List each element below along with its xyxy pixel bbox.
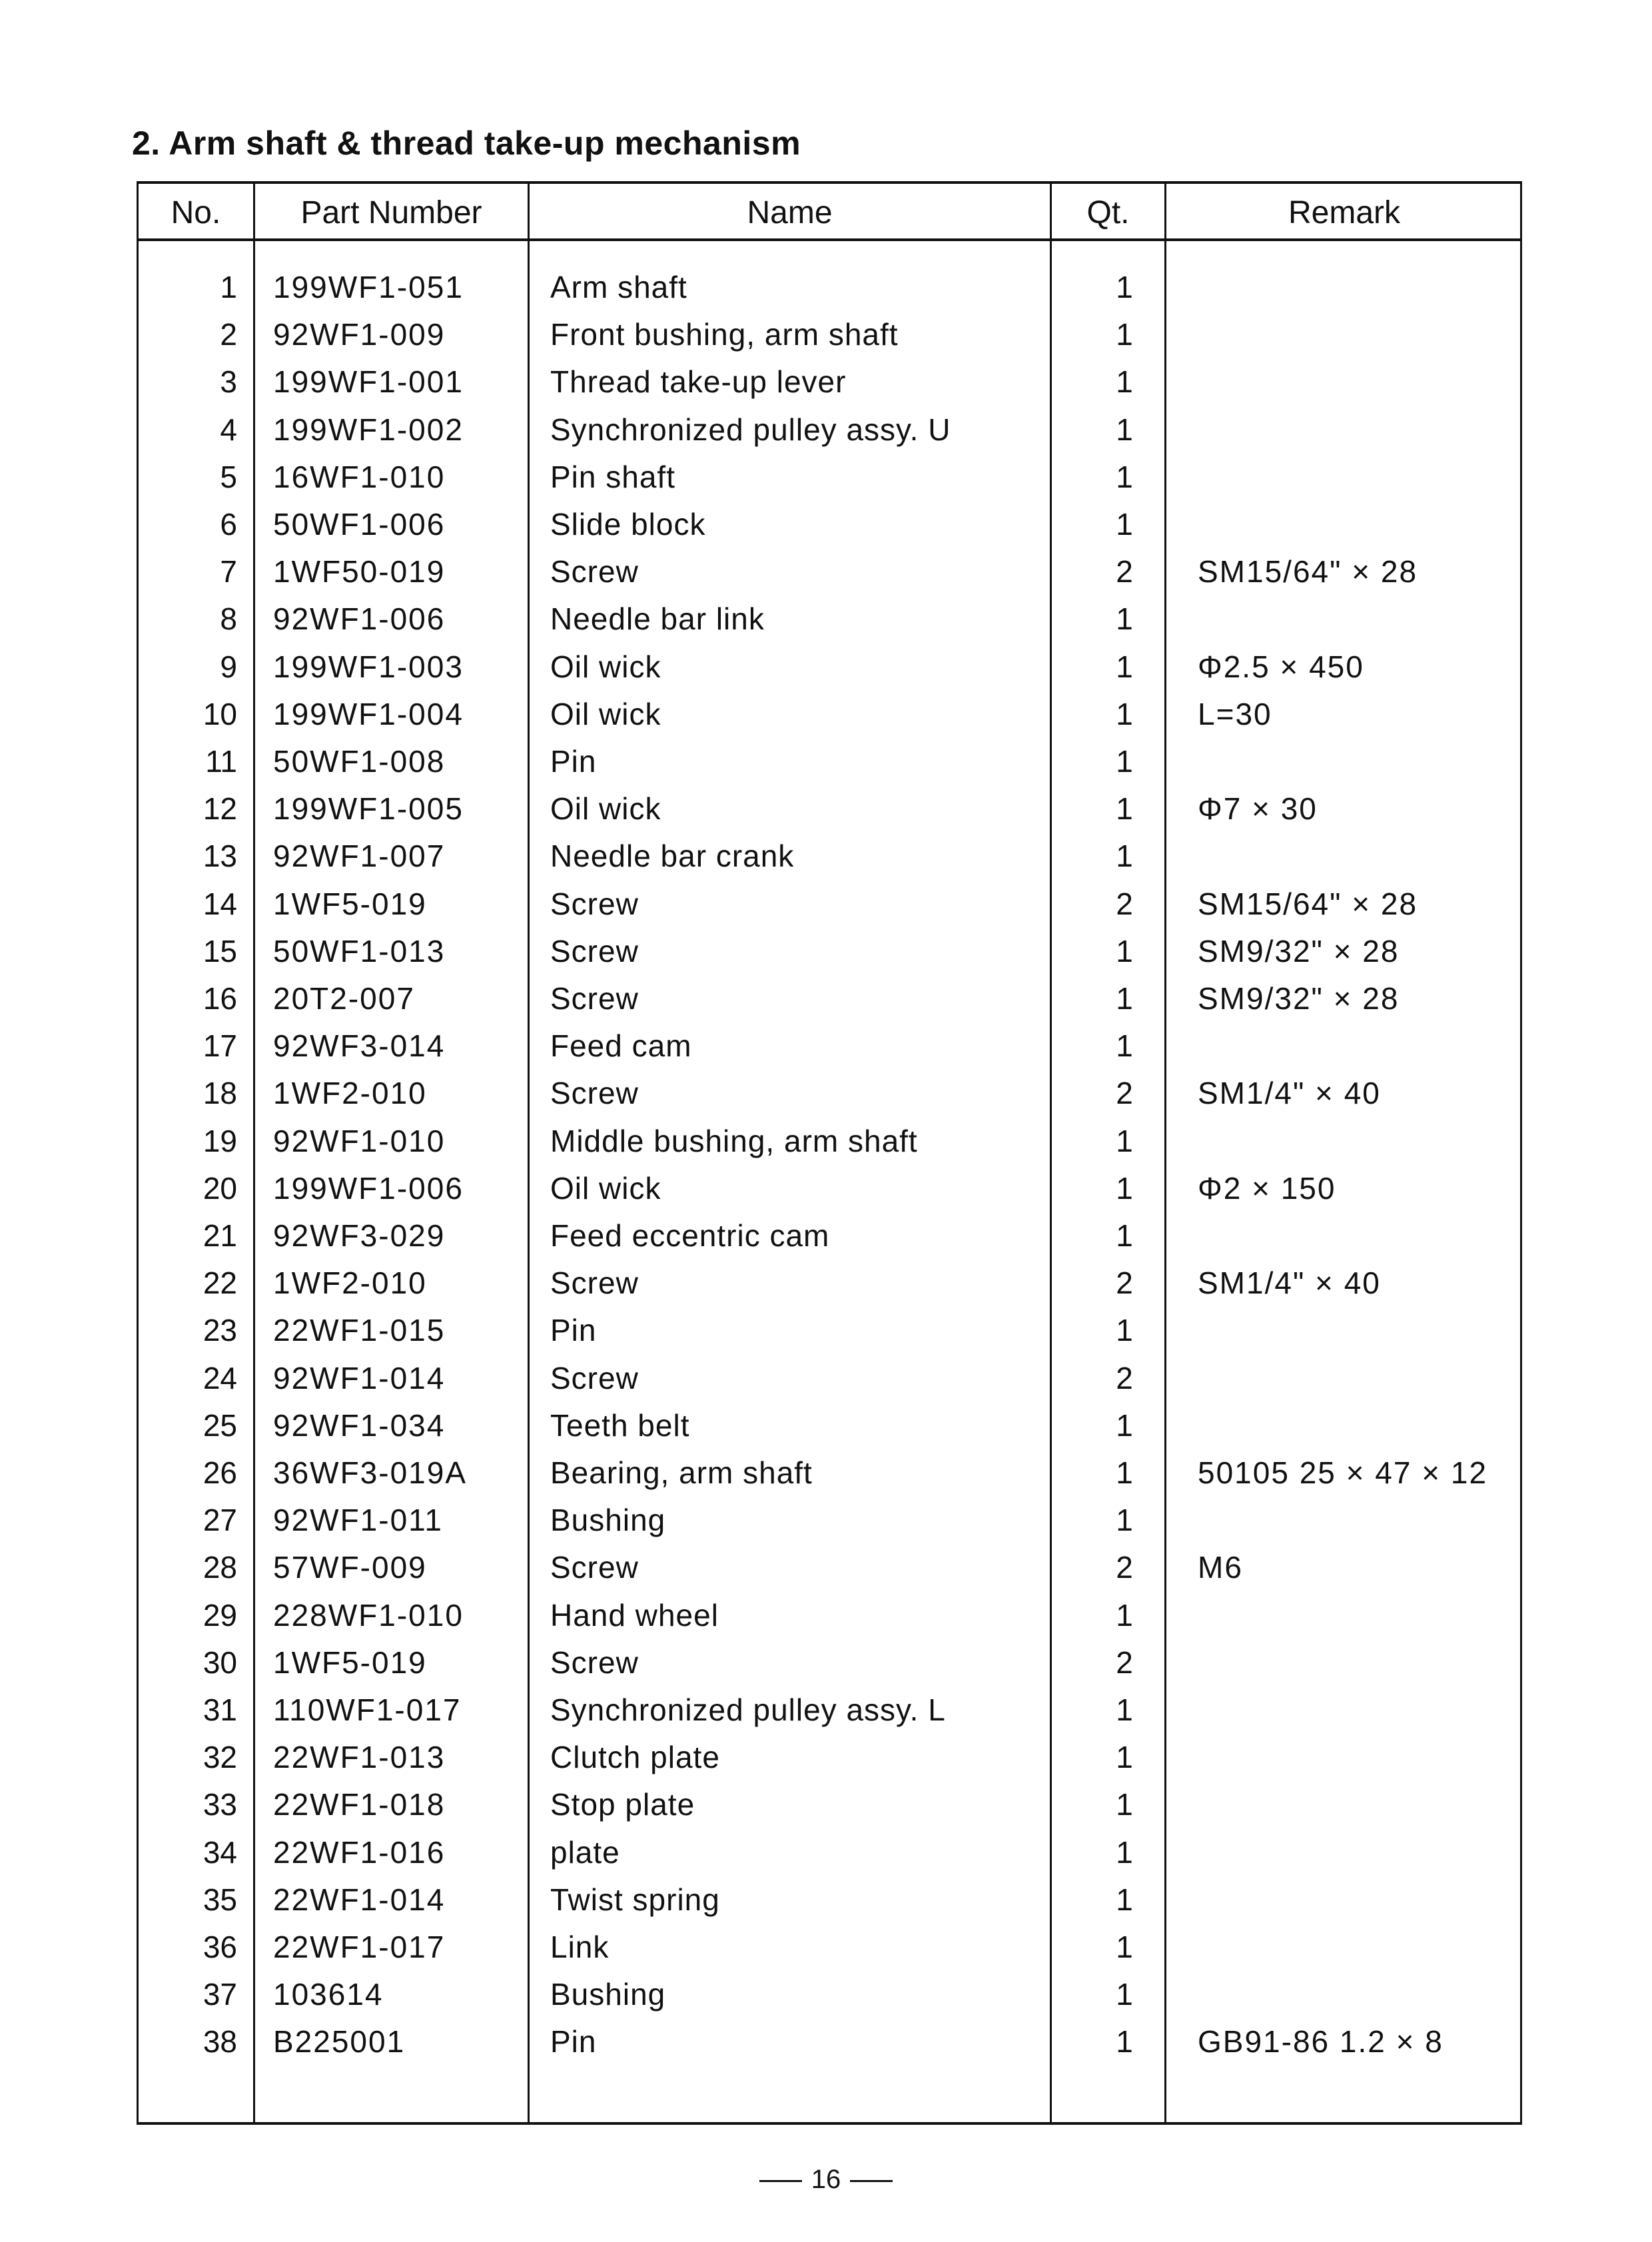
cell-part-number: 22WF1-017	[273, 1930, 446, 1964]
cell-no: 27	[203, 1503, 237, 1538]
cell-part-number: 92WF1-009	[273, 317, 446, 352]
cell-part-number: 22WF1-013	[273, 1740, 446, 1775]
cell-no: 36	[203, 1930, 237, 1964]
cell-name: Arm shaft	[550, 270, 687, 304]
cell-name: Synchronized pulley assy. L	[550, 1692, 946, 1727]
cell-part-number: 199WF1-003	[273, 649, 464, 684]
cell-name: Slide block	[550, 507, 706, 542]
table-row	[139, 886, 1520, 933]
cell-name: Stop plate	[550, 1787, 695, 1822]
table-row	[139, 601, 1520, 648]
table-row	[139, 980, 1520, 1028]
cell-no: 34	[203, 1834, 237, 1870]
cell-name: Screw	[550, 1266, 639, 1301]
cell-qt: 1	[1116, 1503, 1133, 1538]
cell-name: Oil wick	[550, 791, 661, 827]
cell-qt: 1	[1116, 1313, 1133, 1348]
cell-name: Screw	[550, 981, 639, 1016]
cell-qt: 2	[1116, 1645, 1133, 1680]
cell-remark: SM9/32" × 28	[1198, 933, 1400, 968]
cell-part-number: 199WF1-051	[273, 270, 464, 304]
table-row	[139, 316, 1520, 364]
cell-no: 33	[203, 1787, 237, 1822]
cell-no: 13	[203, 839, 237, 874]
header-name: Name	[747, 195, 833, 230]
cell-qt: 1	[1116, 1407, 1133, 1443]
cell-name: Screw	[550, 886, 639, 921]
cell-part-number: 199WF1-001	[273, 364, 464, 400]
cell-no: 20	[203, 1170, 237, 1206]
cell-no: 24	[203, 1360, 237, 1395]
footer-dash	[759, 2180, 802, 2182]
table-row	[139, 1265, 1520, 1312]
cell-name: Synchronized pulley assy. U	[550, 412, 951, 447]
cell-no: 19	[203, 1123, 237, 1158]
table-row	[139, 1597, 1520, 1645]
cell-part-number: 103614	[273, 1977, 384, 2012]
cell-name: Front bushing, arm shaft	[550, 317, 899, 352]
cell-no: 11	[205, 744, 237, 779]
table-row	[139, 838, 1520, 885]
cell-qt: 1	[1116, 601, 1133, 637]
cell-qt: 1	[1116, 981, 1133, 1016]
table-row	[139, 743, 1520, 791]
cell-name: Twist spring	[550, 1882, 720, 1917]
parts-table	[137, 181, 1522, 2125]
table-row	[139, 933, 1520, 980]
cell-qt: 1	[1116, 791, 1133, 827]
cell-no: 14	[203, 886, 237, 921]
table-row	[139, 459, 1520, 506]
table-row	[139, 1407, 1520, 1455]
cell-qt: 1	[1116, 1882, 1133, 1917]
cell-name: Bushing	[550, 1503, 666, 1538]
table-row	[139, 696, 1520, 743]
cell-name: plate	[550, 1834, 620, 1870]
table-row	[139, 1123, 1520, 1170]
cell-remark: SM15/64" × 28	[1198, 886, 1418, 921]
cell-qt: 1	[1116, 459, 1133, 494]
cell-name: Feed eccentric cam	[550, 1218, 830, 1253]
cell-name: Bushing	[550, 1977, 666, 2012]
cell-name: Pin	[550, 2024, 597, 2059]
table-row	[139, 1692, 1520, 1739]
cell-part-number: 57WF-009	[273, 1550, 427, 1585]
cell-part-number: 1WF2-010	[273, 1076, 427, 1111]
table-row	[139, 1976, 1520, 2024]
cell-name: Pin	[550, 744, 597, 779]
table-row	[139, 1502, 1520, 1549]
cell-no: 1	[220, 270, 237, 304]
cell-no: 22	[203, 1266, 237, 1301]
table-header	[139, 184, 1520, 238]
cell-name: Teeth belt	[550, 1407, 690, 1443]
header-qt: Qt.	[1086, 195, 1130, 230]
cell-remark: M6	[1198, 1550, 1243, 1585]
cell-part-number: 92WF1-011	[273, 1503, 443, 1538]
cell-name: Bearing, arm shaft	[550, 1455, 813, 1490]
header-remark: Remark	[1288, 195, 1401, 230]
cell-name: Screw	[550, 1076, 639, 1111]
cell-name: Feed cam	[550, 1028, 692, 1064]
cell-part-number: 199WF1-005	[273, 791, 464, 827]
header-no: No.	[171, 195, 221, 230]
cell-part-number: 92WF1-010	[273, 1123, 446, 1158]
cell-qt: 1	[1116, 1834, 1133, 1870]
cell-part-number: 50WF1-006	[273, 507, 446, 542]
cell-qt: 1	[1116, 1597, 1133, 1633]
cell-part-number: 92WF1-006	[273, 601, 446, 637]
cell-qt: 1	[1116, 1218, 1133, 1253]
cell-name: Hand wheel	[550, 1597, 719, 1633]
header-part-number: Part Number	[300, 195, 482, 230]
cell-name: Screw	[550, 1645, 639, 1680]
cell-no: 31	[203, 1692, 237, 1727]
cell-name: Pin	[550, 1313, 597, 1348]
cell-part-number: 199WF1-006	[273, 1170, 464, 1206]
table-row	[139, 2024, 1520, 2071]
cell-qt: 2	[1116, 886, 1133, 921]
cell-part-number: 22WF1-015	[273, 1313, 446, 1348]
table-row	[139, 791, 1520, 838]
table-row	[139, 1170, 1520, 1218]
cell-no: 10	[203, 696, 237, 731]
cell-no: 32	[203, 1740, 237, 1775]
cell-qt: 2	[1116, 1076, 1133, 1111]
table-row	[139, 1218, 1520, 1265]
table-row	[139, 1312, 1520, 1359]
table-row	[139, 1360, 1520, 1407]
cell-name: Oil wick	[550, 649, 661, 684]
cell-part-number: 20T2-007	[273, 981, 415, 1016]
cell-qt: 1	[1116, 696, 1133, 731]
cell-no: 28	[203, 1550, 237, 1585]
cell-part-number: 92WF1-014	[273, 1360, 446, 1395]
cell-name: Oil wick	[550, 1170, 661, 1206]
cell-part-number: 92WF1-034	[273, 1407, 446, 1443]
table-row	[139, 1645, 1520, 1692]
cell-part-number: 92WF3-029	[273, 1218, 446, 1253]
cell-qt: 1	[1116, 933, 1133, 968]
cell-name: Screw	[550, 1360, 639, 1395]
cell-no: 4	[220, 412, 237, 447]
table-row	[139, 554, 1520, 601]
cell-qt: 1	[1116, 412, 1133, 447]
table-row	[139, 1455, 1520, 1502]
cell-remark: SM1/4" × 40	[1198, 1266, 1381, 1301]
cell-no: 5	[220, 459, 237, 494]
cell-no: 7	[220, 554, 237, 589]
table-row	[139, 649, 1520, 696]
cell-remark: L=30	[1198, 696, 1272, 731]
cell-name: Screw	[550, 554, 639, 589]
cell-qt: 1	[1116, 1170, 1133, 1206]
cell-part-number: B225001	[273, 2024, 406, 2059]
cell-name: Clutch plate	[550, 1740, 720, 1775]
cell-name: Link	[550, 1930, 610, 1964]
cell-no: 15	[203, 933, 237, 968]
table-row	[139, 506, 1520, 554]
cell-qt: 1	[1116, 744, 1133, 779]
cell-part-number: 92WF3-014	[273, 1028, 446, 1064]
cell-no: 23	[203, 1313, 237, 1348]
cell-qt: 1	[1116, 649, 1133, 684]
cell-qt: 2	[1116, 554, 1133, 589]
cell-qt: 1	[1116, 1455, 1133, 1490]
cell-qt: 1	[1116, 507, 1133, 542]
cell-part-number: 228WF1-010	[273, 1597, 464, 1633]
cell-no: 37	[203, 1977, 237, 2012]
cell-remark: SM15/64" × 28	[1198, 554, 1418, 589]
cell-qt: 2	[1116, 1360, 1133, 1395]
cell-qt: 1	[1116, 1930, 1133, 1964]
cell-part-number: 1WF50-019	[273, 554, 446, 589]
table-row	[139, 1075, 1520, 1122]
cell-no: 8	[220, 601, 237, 637]
cell-name: Needle bar crank	[550, 839, 795, 874]
table-row	[139, 1786, 1520, 1834]
cell-part-number: 22WF1-014	[273, 1882, 446, 1917]
header-divider	[139, 238, 1520, 241]
cell-qt: 1	[1116, 2024, 1133, 2059]
cell-remark: Φ2.5 × 450	[1198, 649, 1364, 684]
page-footer	[0, 2165, 1652, 2195]
cell-remark: SM1/4" × 40	[1198, 1076, 1381, 1111]
cell-remark: SM9/32" × 28	[1198, 981, 1400, 1016]
cell-part-number: 1WF2-010	[273, 1266, 427, 1301]
cell-qt: 1	[1116, 839, 1133, 874]
cell-part-number: 1WF5-019	[273, 1645, 427, 1680]
cell-qt: 1	[1116, 1028, 1133, 1064]
table-row	[139, 1739, 1520, 1786]
cell-no: 35	[203, 1882, 237, 1917]
cell-part-number: 110WF1-017	[273, 1692, 462, 1727]
cell-part-number: 92WF1-007	[273, 839, 446, 874]
cell-no: 38	[203, 2024, 237, 2059]
page-number: 16	[811, 2165, 841, 2194]
cell-no: 9	[220, 649, 237, 684]
cell-part-number: 50WF1-013	[273, 933, 446, 968]
cell-no: 18	[203, 1076, 237, 1111]
cell-part-number: 1WF5-019	[273, 886, 427, 921]
cell-qt: 1	[1116, 317, 1133, 352]
cell-part-number: 199WF1-002	[273, 412, 464, 447]
cell-no: 25	[203, 1407, 237, 1443]
cell-part-number: 36WF3-019A	[273, 1455, 468, 1490]
cell-qt: 1	[1116, 1123, 1133, 1158]
cell-no: 2	[220, 317, 237, 352]
table-row	[139, 412, 1520, 459]
cell-remark: GB91-86 1.2 × 8	[1198, 2024, 1444, 2059]
cell-qt: 2	[1116, 1266, 1133, 1301]
cell-name: Middle bushing, arm shaft	[550, 1123, 918, 1158]
cell-name: Screw	[550, 1550, 639, 1585]
cell-remark: Φ7 × 30	[1198, 791, 1318, 827]
cell-name: Needle bar link	[550, 601, 765, 637]
cell-qt: 1	[1116, 1977, 1133, 2012]
cell-no: 30	[203, 1645, 237, 1680]
footer-dash	[850, 2180, 893, 2182]
cell-name: Oil wick	[550, 696, 661, 731]
cell-no: 3	[220, 364, 237, 400]
cell-qt: 1	[1116, 1692, 1133, 1727]
cell-part-number: 199WF1-004	[273, 696, 464, 731]
cell-part-number: 22WF1-018	[273, 1787, 446, 1822]
section-title: 2. Arm shaft & thread take-up mechanism	[132, 125, 801, 162]
cell-part-number: 16WF1-010	[273, 459, 446, 494]
cell-no: 12	[203, 791, 237, 827]
cell-qt: 1	[1116, 1787, 1133, 1822]
table-row	[139, 364, 1520, 411]
table-row	[139, 269, 1520, 316]
cell-name: Thread take-up lever	[550, 364, 847, 400]
table-row	[139, 1549, 1520, 1597]
cell-no: 26	[203, 1455, 237, 1490]
cell-qt: 1	[1116, 270, 1133, 304]
table-row	[139, 1929, 1520, 1976]
cell-part-number: 22WF1-016	[273, 1834, 446, 1870]
table-row	[139, 1834, 1520, 1882]
cell-no: 6	[220, 507, 237, 542]
cell-remark: Φ2 × 150	[1198, 1170, 1336, 1206]
cell-no: 17	[203, 1028, 237, 1064]
table-row	[139, 1882, 1520, 1929]
cell-qt: 2	[1116, 1550, 1133, 1585]
cell-no: 16	[203, 981, 237, 1016]
cell-qt: 1	[1116, 1740, 1133, 1775]
cell-remark: 50105 25 × 47 × 12	[1198, 1455, 1488, 1490]
cell-no: 29	[203, 1597, 237, 1633]
cell-no: 21	[203, 1218, 237, 1253]
table-row	[139, 1028, 1520, 1075]
cell-name: Pin shaft	[550, 459, 675, 494]
cell-name: Screw	[550, 933, 639, 968]
cell-part-number: 50WF1-008	[273, 744, 446, 779]
cell-qt: 1	[1116, 364, 1133, 400]
